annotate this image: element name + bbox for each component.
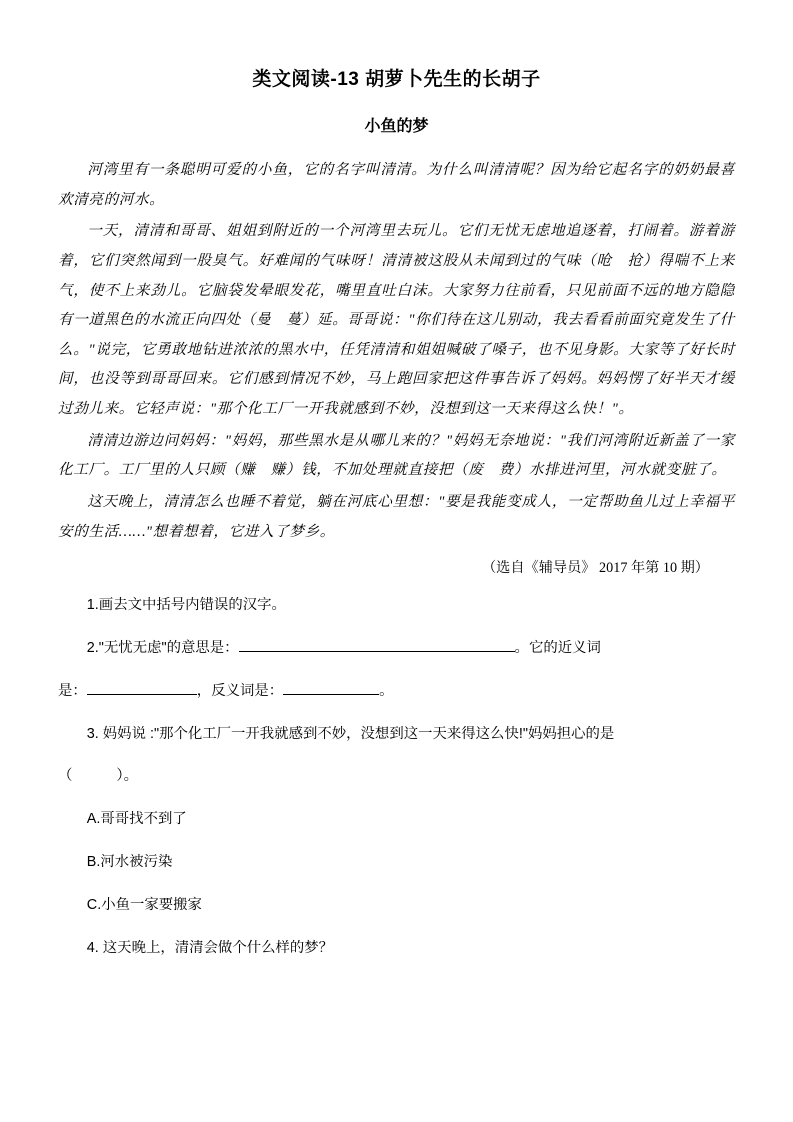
- passage-paragraph: 这天晚上，清清怎么也睡不着觉，躺在河底心里想："要是我能变成人，一定帮助鱼儿过上幸福平安的生活……"想着想着，它进入了梦乡。: [58, 493, 735, 540]
- question-1-text: 1.画去文中括号内错误的汉字。: [86, 597, 286, 614]
- question-2: [58, 634, 735, 663]
- page-title: 类文阅读-13 胡萝卜先生的长胡子: [252, 69, 541, 90]
- question-3: [58, 720, 735, 749]
- option-c[interactable]: C.小鱼一家要搬家: [86, 896, 202, 913]
- answer-blank[interactable]: [87, 679, 197, 694]
- passage-paragraph: 河湾里有一条聪明可爱的小鱼，它的名字叫清清。为什么叫清清呢？因为给它起名字的奶奶最喜欢清亮的河水。: [58, 162, 735, 208]
- questions-section: [58, 591, 735, 962]
- passage-body: [58, 156, 735, 547]
- passage-subtitle: 小鱼的梦: [364, 118, 429, 135]
- passage-paragraph: 清清边游边问妈妈："妈妈，那些黑水是从哪儿来的？"妈妈无奈地说："我们河湾附近新盖了一家化工厂。工厂里的人只顾（赚 赚）钱，不加处理就直接把（废 费）水排进河里，河水就变脏了。: [58, 432, 735, 479]
- question-4-text: 4. 这天晚上，清清会做个什么样的梦？: [86, 939, 334, 956]
- option-b[interactable]: B.河水被污染: [86, 854, 173, 870]
- option-a[interactable]: A.哥哥找不到了: [86, 811, 187, 828]
- question-1: [58, 591, 735, 620]
- question-4: [58, 934, 735, 963]
- question-2-period: 。: [379, 682, 394, 699]
- question-2-line2: [58, 677, 735, 706]
- answer-blank[interactable]: [283, 679, 379, 694]
- passage-paragraph: 一天，清清和哥哥、姐姐到附近的一个河湾里去玩儿。它们无忧无虑地追逐着，打闹着。游着游着，它们突然闻到一股臭气。好难闻的气味呀！清清被这股从未闻到过的气味（呛 抢）得喘不上来气，使不上来劲儿。它脑袋发晕眼发花，嘴里直吐白沫。大家努力往前看，只见前面不远的地方隐隐有一道黑色的水流正向四处（曼 蔓）延。哥哥说："你们待在这儿别动，我去看看前面究竟发生了什么。"说完，它勇敢地钻进浓浓的黑水中，任凭清清和姐姐喊破了嗓子，也不见身影。大家等了好长时间，也没等到哥哥回来。它们感到情况不妙，马上跑回家把这件事告诉了妈妈。妈妈愣了好半天才缓过劲儿来。它轻声说："那个化工厂一开我就感到不妙，没想到这一天来得这么快！"。: [58, 223, 735, 417]
- answer-blank[interactable]: [239, 637, 515, 652]
- paren-open: （: [58, 768, 73, 785]
- paren-close: ）。: [116, 768, 138, 785]
- question-2-synonym-label: 是：: [58, 682, 87, 699]
- question-3-text: 3. 妈妈说 :"那个化工厂一开我就感到不妙，没想到这一天来得这么快!"妈妈担心的是: [86, 725, 615, 742]
- passage-source: （选自《辅导员》 2017 年第 10 期）: [481, 560, 709, 577]
- question-2-antonym-label: ，反义词是：: [196, 682, 284, 699]
- question-2-text: 2."无忧无虑"的意思是：: [86, 639, 239, 656]
- question-3-answer-paren: [58, 762, 735, 791]
- question-2-text-tail: 。它的近义词: [514, 639, 601, 656]
